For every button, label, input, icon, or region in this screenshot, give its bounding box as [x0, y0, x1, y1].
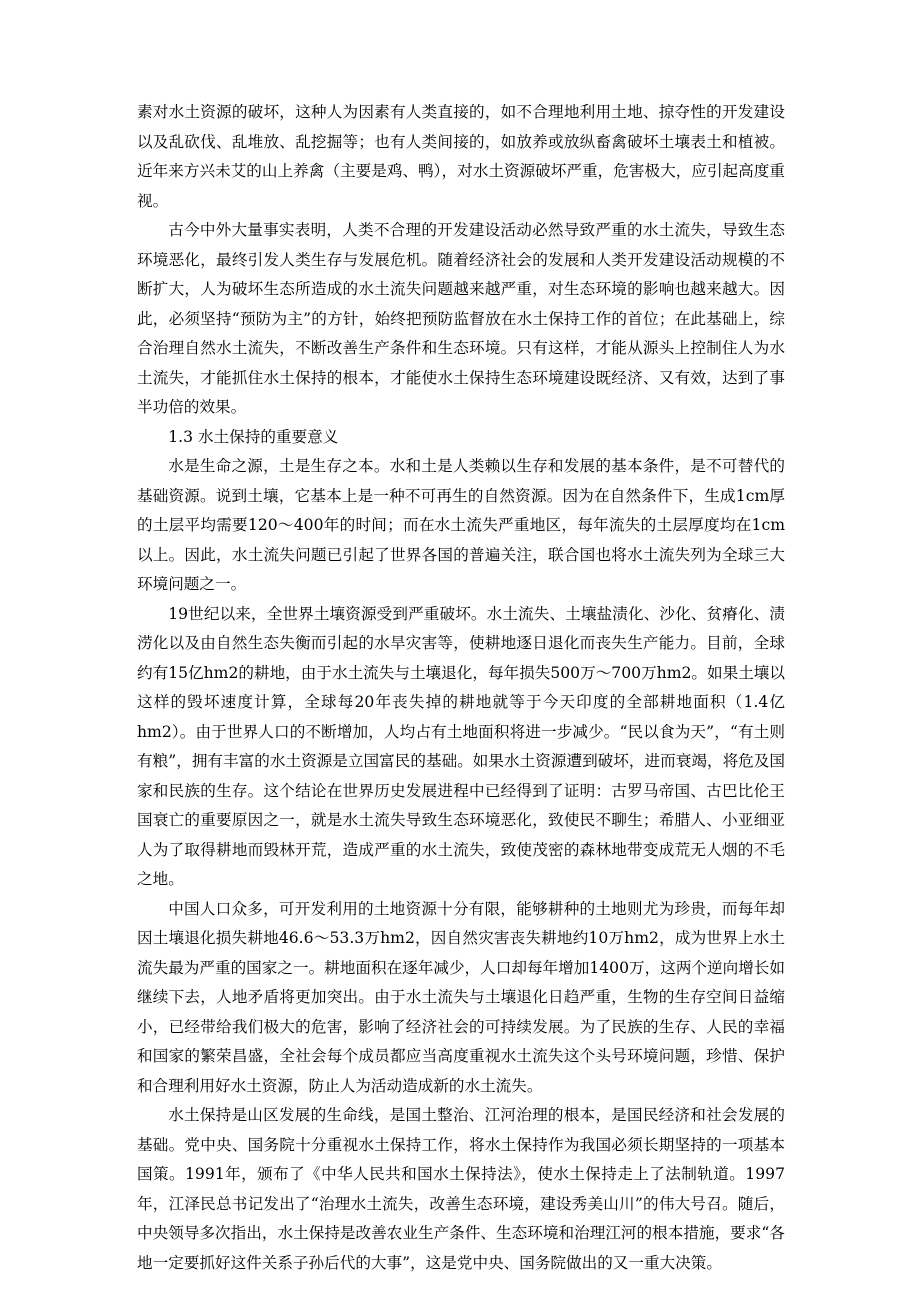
paragraph-water-soil-basis: 水是生命之源，土是生存之本。水和土是人类赖以生存和发展的基本条件，是不可替代的基础资源。说到土壤，它基本上是一种不可再生的自然资源。因为在自然条件下，生成1cm厚的土层平均需要120～400年的时间；而在水土流失严重地区，每年流失的土层厚度均在1cm以上。因此，水土流失问题已引起了世界各国的普遍关注，联合国也将水土流失列为全球三大环境问题之一。 — [137, 457, 785, 593]
paragraph-national-policy: 水土保持是山区发展的生命线，是国土整治、江河治理的根本，是国民经济和社会发展的基础。党中央、国务院十分重视水土保持工作，将水土保持作为我国必须长期坚持的一项基本国策。1991年，颁布了《中华人民共和国水土保持法》，使水土保持走上了法制轨道。1997年，江泽民总书记发出了“治理水土流失，改善生态环境，建设秀美山川”的伟大号召。随后，中央领导多次指出，水土保持是改善农业生产条件、生态环境和治理江河的根本措施，要求“各地一定要抓好这件关系子孙后代的大事”，这是党中央、国务院做出的又一重大决策。 — [137, 1106, 785, 1272]
paragraph-china-land: 中国人口众多，可开发利用的土地资源十分有限，能够耕种的土地则尤为珍贵，而每年却因土壤退化损失耕地46.6～53.3万hm2，因自然灾害丧失耕地约10万hm2，成为世界上水土流失最为严重的国家之一。耕地面积在逐年减少，人口却每年增加1400万，这两个逆向增长如继续下去，人地矛盾将更加突出。由于水土流失与土壤退化日趋严重，生物的生存空间日益缩小，已经带给我们极大的危害，影响了经济社会的可持续发展。为了民族的生存、人民的幸福和国家的繁荣昌盛，全社会每个成员都应当高度重视水土流失这个头号环境问题，珍惜、保护和合理利用好水土资源，防止人为活动造成新的水土流失。 — [137, 899, 785, 1095]
section-heading: 1.3 水土保持的重要意义 — [168, 427, 339, 446]
paragraph-human-development: 古今中外大量事实表明，人类不合理的开发建设活动必然导致严重的水土流失，导致生态环境恶化，最终引发人类生存与发展危机。随着经济社会的发展和人类开发建设活动规模的不断扩大，人为破坏生态所造成的水土流失问题越来越严重，对生态环境的影响也越来越大。因此，必须坚持“预防为主”的方针，始终把预防监督放在水土保持工作的首位；在此基础上，综合治理自然水土流失，不断改善生产条件和生态环境。只有这样，才能从源头上控制住人为水土流失，才能抓住水土保持的根本，才能使水土保持生态环境建设既经济、又有效，达到了事半功倍的效果。 — [137, 221, 785, 416]
paragraph-world-soil: 19世纪以来，全世界土壤资源受到严重破坏。水土流失、土壤盐渍化、沙化、贫瘠化、渍涝化以及由自然生态失衡而引起的水旱灾害等，使耕地逐日退化而丧失生产能力。目前，全球约有15亿hm2的耕地，由于水土流失与土壤退化，每年损失500万～700万hm2。如果土壤以这样的毁坏速度计算，全球每20年丧失掉的耕地就等于今天印度的全部耕地面积（1.4亿hm2）。由于世界人口的不断增加，人均占有土地面积将进一步减少。“民以食为天”，“有土则有粮”，拥有丰富的水土资源是立国富民的基础。如果水土资源遭到破坏，进而衰竭，将危及国家和民族的生存。这个结论在世界历史发展进程中已经得到了证明：古罗马帝国、古巴比伦王国衰亡的重要原因之一，就是水土流失导致生态环境恶化，致使民不聊生；希腊人、小亚细亚人为了取得耕地而毁林开荒，造成严重的水土流失，致使茂密的森林地带变成荒无人烟的不毛之地。 — [137, 604, 785, 888]
paragraph-continuation: 素对水土资源的破坏，这种人为因素有人类直接的，如不合理地利用土地、掠夺性的开发建设以及乱砍伐、乱堆放、乱挖掘等；也有人类间接的，如放养或放纵畜禽破坏土壤表土和植被。近年来方兴未艾的山上养禽（主要是鸡、鸭），对水土资源破坏严重，危害极大，应引起高度重视。 — [137, 103, 785, 210]
document-page — [137, 98, 785, 1278]
